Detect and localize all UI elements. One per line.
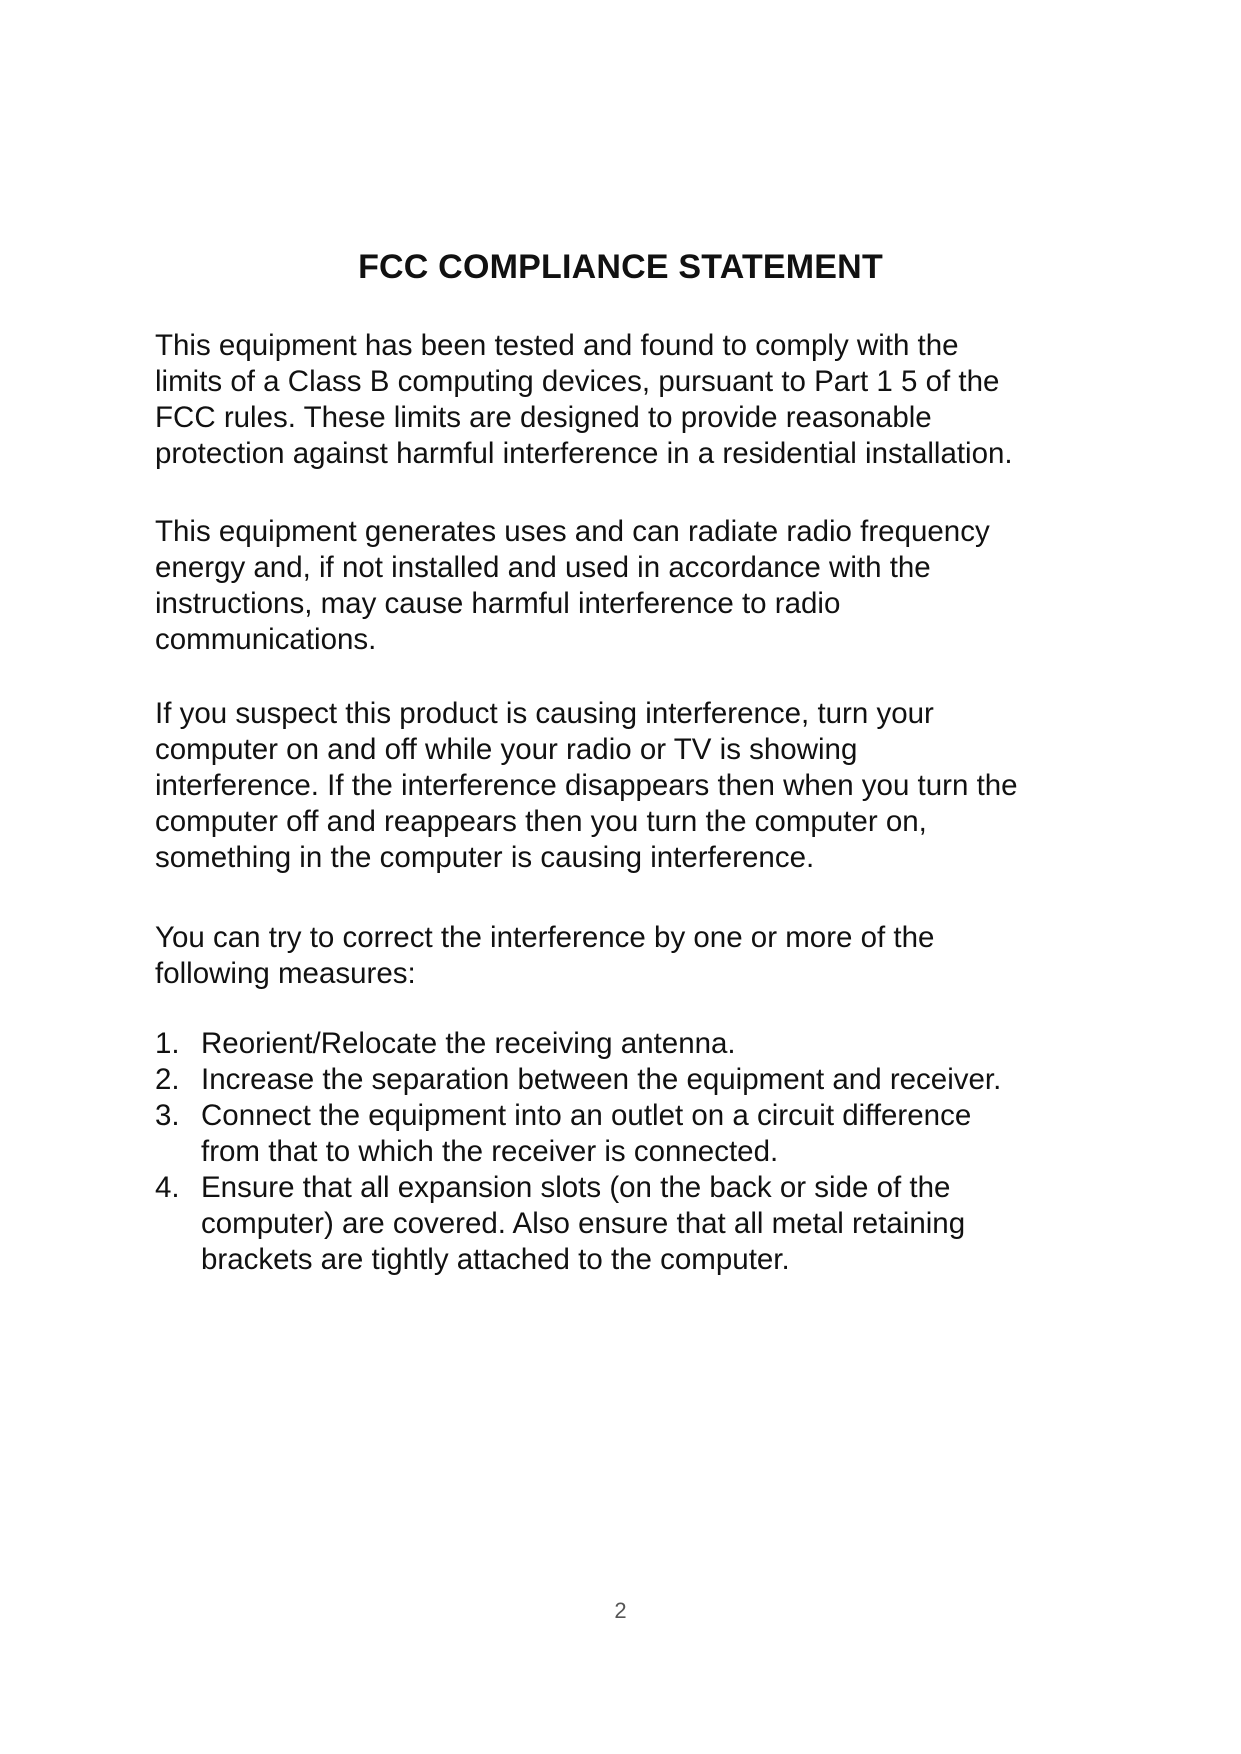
page-number: 2 xyxy=(614,1598,627,1623)
list-item xyxy=(155,1062,1135,1098)
paragraph-line: communications. xyxy=(155,623,377,656)
paragraph-radio-energy xyxy=(155,514,1115,658)
paragraph-line: FCC rules. These limits are designed to provide reasonable xyxy=(155,401,932,434)
list-item xyxy=(155,1098,1135,1170)
list-item-number: 2. xyxy=(155,1063,180,1096)
list-item-line: computer) are covered. Also ensure that all metal retaining xyxy=(201,1207,966,1240)
paragraph-line: something in the computer is causing interference. xyxy=(155,841,815,874)
list-item-line: Ensure that all expansion slots (on the back or side of the xyxy=(201,1171,951,1204)
list-item-line: from that to which the receiver is connected. xyxy=(201,1135,779,1168)
paragraph-line: energy and, if not installed and used in accordance with the xyxy=(155,551,931,584)
paragraph-line: You can try to correct the interference by one or more of the xyxy=(155,921,935,954)
paragraph-line: protection against harmful interference in a residential installation. xyxy=(155,437,1013,470)
paragraph-line: interference. If the interference disappears then when you turn the xyxy=(155,769,1018,802)
paragraph-line: This equipment generates uses and can radiate radio frequency xyxy=(155,515,990,548)
paragraph-line: computer off and reappears then you turn the computer on, xyxy=(155,805,927,838)
list-item-number: 4. xyxy=(155,1171,180,1204)
page-title: FCC COMPLIANCE STATEMENT xyxy=(358,248,883,286)
paragraph-suspect-interference xyxy=(155,696,1115,876)
list-item-line: brackets are tightly attached to the computer. xyxy=(201,1243,790,1276)
measures-list xyxy=(155,1026,1135,1278)
list-item-line: Connect the equipment into an outlet on a circuit difference xyxy=(201,1099,972,1132)
list-item-number: 1. xyxy=(155,1027,180,1060)
paragraph-line: If you suspect this product is causing interference, turn your xyxy=(155,697,934,730)
list-item xyxy=(155,1026,1135,1062)
paragraph-line: limits of a Class B computing devices, pursuant to Part 1 5 of the xyxy=(155,365,1000,398)
list-item-line: Increase the separation between the equipment and receiver. xyxy=(201,1063,1002,1096)
paragraph-line: following measures: xyxy=(155,957,416,990)
paragraph-correct-measures xyxy=(155,920,1115,992)
paragraph-line: computer on and off while your radio or TV is showing xyxy=(155,733,858,766)
paragraph-line: This equipment has been tested and found to comply with the xyxy=(155,329,959,362)
list-item-number: 3. xyxy=(155,1099,180,1132)
list-item xyxy=(155,1170,1135,1278)
paragraph-line: instructions, may cause harmful interference to radio xyxy=(155,587,841,620)
list-item-line: Reorient/Relocate the receiving antenna. xyxy=(201,1027,736,1060)
paragraph-compliance xyxy=(155,328,1115,472)
